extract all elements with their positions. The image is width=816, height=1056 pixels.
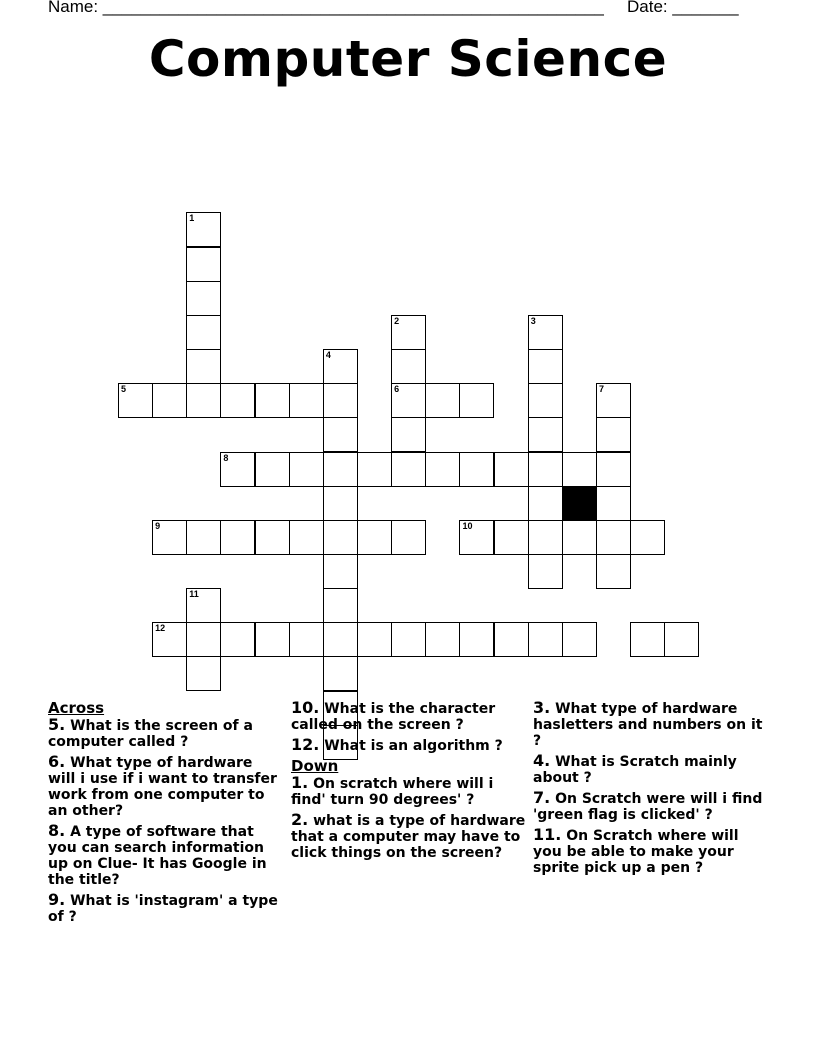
clue-text: On scratch where will i find' turn 90 degrees' ? xyxy=(291,776,494,808)
clue-number: 10. xyxy=(291,698,320,717)
crossword-cell[interactable] xyxy=(391,452,426,487)
crossword-cell[interactable] xyxy=(425,383,460,418)
clue-number-label: 1 xyxy=(189,213,195,224)
crossword-cell[interactable] xyxy=(391,349,426,384)
crossword-cell[interactable] xyxy=(152,520,187,555)
clue-number: 3. xyxy=(533,698,551,717)
crossword-cell[interactable] xyxy=(220,383,255,418)
crossword-cell[interactable] xyxy=(528,486,563,521)
clue-down-1 xyxy=(291,775,527,808)
clue-number: 1. xyxy=(291,773,309,792)
clue-number-label: 12 xyxy=(155,623,166,634)
crossword-cell[interactable] xyxy=(528,383,563,418)
crossword-cell[interactable] xyxy=(357,452,392,487)
clue-across-8 xyxy=(48,823,280,888)
crossword-cell[interactable] xyxy=(323,656,358,691)
crossword-cell[interactable] xyxy=(255,452,290,487)
crossword-cell[interactable] xyxy=(596,452,631,487)
page-title: Computer Science xyxy=(148,30,668,88)
name-field-label: Name: _____________________________________________________ xyxy=(48,0,604,16)
crossword-cell[interactable] xyxy=(255,383,290,418)
clues-column-1 xyxy=(48,700,280,929)
clue-text: What is an algorithm ? xyxy=(319,738,503,754)
clue-across-6 xyxy=(48,754,280,819)
crossword-cell[interactable] xyxy=(494,452,529,487)
clue-across-5 xyxy=(48,717,280,750)
clue-number-label: 8 xyxy=(223,452,229,463)
clue-text: What is the screen of a computer called ? xyxy=(48,718,253,750)
crossword-cell[interactable] xyxy=(186,622,221,657)
crossword-cell[interactable] xyxy=(596,486,631,521)
clue-text: What is the character called on the screen ? xyxy=(291,701,496,733)
clue-number-label: 11 xyxy=(189,589,199,600)
crossword-cell[interactable] xyxy=(562,452,597,487)
clue-number: 2. xyxy=(291,810,309,829)
crossword-cell[interactable] xyxy=(391,315,426,350)
clue-text: what is a type of hardware that a computer may have to click things on the screen? xyxy=(291,813,526,861)
crossword-cell[interactable] xyxy=(186,349,221,384)
clue-number-label: 3 xyxy=(530,315,536,326)
crossword-cell[interactable] xyxy=(152,622,187,657)
crossword-cell[interactable] xyxy=(220,520,255,555)
clue-down-2 xyxy=(291,812,527,861)
crossword-cell[interactable] xyxy=(596,383,631,418)
crossword-cell[interactable] xyxy=(562,622,597,657)
crossword-cell[interactable] xyxy=(255,520,290,555)
crossword-cell[interactable] xyxy=(323,486,358,521)
crossword-cell[interactable] xyxy=(323,383,358,418)
crossword-cell[interactable] xyxy=(630,622,665,657)
crossword-cell[interactable] xyxy=(186,588,221,623)
crossword-cell[interactable] xyxy=(494,622,529,657)
crossword-cell[interactable] xyxy=(391,622,426,657)
crossword-cell[interactable] xyxy=(391,383,426,418)
crossword-cell[interactable] xyxy=(186,656,221,691)
crossword-cell[interactable] xyxy=(289,452,324,487)
crossword-cell[interactable] xyxy=(323,349,358,384)
clue-down-4 xyxy=(533,753,763,786)
crossword-cell[interactable] xyxy=(596,520,631,555)
crossword-cell[interactable] xyxy=(391,520,426,555)
crossword-cell[interactable] xyxy=(596,554,631,589)
clue-number-label: 5 xyxy=(120,384,126,395)
crossword-cell[interactable] xyxy=(562,520,597,555)
clue-number: 7. xyxy=(533,788,551,807)
clue-number: 8. xyxy=(48,821,66,840)
date-field-label: Date: _______ xyxy=(627,0,739,16)
crossword-cell[interactable] xyxy=(289,383,324,418)
clue-text: A type of software that you can search information up on Clue- It has Google in the title? xyxy=(48,824,267,888)
clue-across-10 xyxy=(291,700,527,733)
crossword-cell[interactable] xyxy=(323,588,358,623)
clue-across-12 xyxy=(291,737,527,754)
clue-number-label: 2 xyxy=(394,315,400,326)
crossword-cell[interactable] xyxy=(391,417,426,452)
crossword-cell[interactable] xyxy=(528,417,563,452)
crossword-cell[interactable] xyxy=(323,417,358,452)
clue-down-3 xyxy=(533,700,763,749)
clue-number: 5. xyxy=(48,715,66,734)
clue-across-9 xyxy=(48,892,280,925)
across-heading: Across xyxy=(48,699,105,717)
crossword-cell[interactable] xyxy=(152,383,187,418)
clue-text: What is Scratch mainly about ? xyxy=(533,754,737,786)
crossword-cell[interactable] xyxy=(186,281,221,316)
crossword-cell[interactable] xyxy=(528,554,563,589)
clue-number: 12. xyxy=(291,735,320,754)
crossword-cell[interactable] xyxy=(494,520,529,555)
clue-number-label: 10 xyxy=(462,520,473,531)
clues-column-2 xyxy=(291,700,527,865)
clue-number: 4. xyxy=(533,751,551,770)
clue-number: 9. xyxy=(48,890,66,909)
crossword-cell[interactable] xyxy=(220,452,255,487)
crossword-cell[interactable] xyxy=(220,622,255,657)
crossword-cell[interactable] xyxy=(425,452,460,487)
crossword-cell[interactable] xyxy=(323,622,358,657)
clue-number: 11. xyxy=(533,825,562,844)
clue-text: On Scratch where will you be able to make your sprite pick up a pen ? xyxy=(533,828,739,876)
crossword-cell[interactable] xyxy=(459,383,494,418)
crossword-cell[interactable] xyxy=(289,622,324,657)
crossword-cell[interactable] xyxy=(323,520,358,555)
clues-column-3 xyxy=(533,700,763,880)
crossword-cell[interactable] xyxy=(186,212,221,247)
crossword-cell[interactable] xyxy=(357,622,392,657)
blocked-cell xyxy=(562,486,597,521)
crossword-cell[interactable] xyxy=(528,520,563,555)
clue-number-label: 9 xyxy=(155,520,161,531)
crossword-cell[interactable] xyxy=(459,520,494,555)
crossword-cell[interactable] xyxy=(528,622,563,657)
crossword-cell[interactable] xyxy=(186,520,221,555)
crossword-cell[interactable] xyxy=(357,520,392,555)
clue-number-label: 6 xyxy=(394,384,400,395)
down-heading: Down xyxy=(291,757,339,775)
crossword-cell[interactable] xyxy=(118,383,153,418)
crossword-cell[interactable] xyxy=(459,622,494,657)
crossword-cell[interactable] xyxy=(186,315,221,350)
crossword-cell[interactable] xyxy=(425,622,460,657)
clue-down-11 xyxy=(533,827,763,876)
crossword-cell[interactable] xyxy=(255,622,290,657)
clue-text: What type of hardware will i use if i want to transfer work from one computer to an other? xyxy=(48,755,277,819)
crossword-cell[interactable] xyxy=(323,554,358,589)
clue-number-label: 4 xyxy=(325,350,331,361)
clue-number-label: 7 xyxy=(599,384,605,395)
clue-text: What is 'instagram' a type of ? xyxy=(48,893,278,925)
crossword-cell[interactable] xyxy=(323,452,358,487)
clue-text: What type of hardware hasletters and numbers on it ? xyxy=(533,701,763,749)
crossword-cell[interactable] xyxy=(528,452,563,487)
crossword-cell[interactable] xyxy=(459,452,494,487)
clue-text: On Scratch were will i find 'green flag is clicked' ? xyxy=(533,791,763,823)
crossword-cell[interactable] xyxy=(528,315,563,350)
clue-number: 6. xyxy=(48,752,66,771)
crossword-cell[interactable] xyxy=(528,349,563,384)
crossword-cell[interactable] xyxy=(664,622,699,657)
crossword-cell[interactable] xyxy=(186,247,221,282)
crossword-cell[interactable] xyxy=(289,520,324,555)
crossword-cell[interactable] xyxy=(596,417,631,452)
crossword-cell[interactable] xyxy=(186,383,221,418)
crossword-cell[interactable] xyxy=(630,520,665,555)
clue-down-7 xyxy=(533,790,763,823)
